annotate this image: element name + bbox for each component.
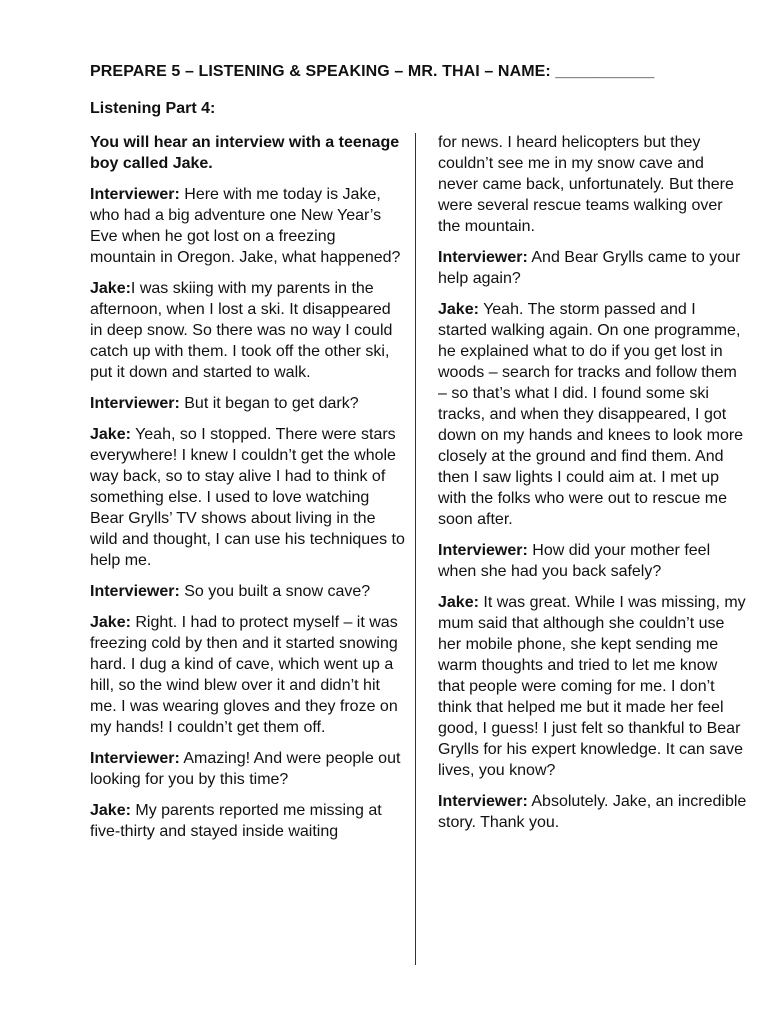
right-column: [438, 132, 748, 843]
speaker-label: Jake:: [90, 614, 131, 631]
speaker-label: Interviewer:: [438, 542, 528, 559]
dialogue-text: Right. I had to protect myself – it was freezing cold by then and it started snowing hard. I dug a kind of cave, which went up a hill, so the wind blew over it and didn’t hit me. I was wearing gloves and they froze on my hands! I couldn’t get them off.: [90, 614, 398, 736]
dialogue-text: Absolutely. Jake, an incredible story. Thank you.: [438, 793, 747, 831]
speaker-label: Jake:: [90, 802, 131, 819]
dialogue-text: I was skiing with my parents in the afternoon, when I lost a ski. It disappeared in deep snow. So there was no way I could catch up with them. I took off the other ski, put it down and started to walk.: [90, 280, 393, 381]
left-column: [90, 132, 405, 852]
dialogue-paragraph: [438, 540, 748, 582]
speaker-label: Jake:: [438, 301, 479, 318]
dialogue-paragraph: [438, 791, 748, 833]
dialogue-paragraph: [90, 278, 405, 383]
dialogue-paragraph: [90, 424, 405, 571]
dialogue-text: But it began to get dark?: [179, 395, 359, 412]
intro-paragraph: [90, 132, 405, 174]
dialogue-paragraph: [438, 299, 748, 530]
dialogue-paragraph: [90, 612, 405, 738]
dialogue-paragraph: [90, 184, 405, 268]
speaker-label: Interviewer:: [90, 395, 180, 412]
dialogue-paragraph: [90, 581, 405, 602]
dialogue-continuation: [438, 132, 748, 237]
speaker-label: Interviewer:: [90, 583, 180, 600]
dialogue-paragraph: [90, 800, 405, 842]
dialogue-paragraph: [438, 247, 748, 289]
dialogue-text: Yeah. The storm passed and I started walking again. On one programme, he explained what to do if you get lost in woods – search for tracks and follow them – so that’s what I did. I found some ski tracks, and when they disappeared, I got down on my hands and knees to look more closely at the ground and find them. And then I saw lights I could aim at. I met up with the folks who were out to rescue me soon after.: [438, 301, 744, 528]
dialogue-text: My parents reported me missing at five-thirty and stayed inside waiting: [90, 802, 382, 840]
dialogue-text: Amazing! And were people out looking for you by this time?: [90, 750, 401, 788]
dialogue-text: How did your mother feel when she had you back safely?: [438, 542, 711, 580]
section-heading: Listening Part 4:: [90, 100, 216, 117]
column-divider: [415, 133, 416, 965]
dialogue-text: So you built a snow cave?: [179, 583, 371, 600]
speaker-label: Interviewer:: [438, 249, 528, 266]
dialogue-text: It was great. While I was missing, my mum said that although she couldn’t use her mobile phone, she kept sending me warm thoughts and tried to let me know that people were coming for me. I don’t think that helped me but it made her feel good, I guess! I just felt so thankful to Bear Grylls for his expert knowledge. It can save lives, you know?: [438, 594, 746, 779]
dialogue-paragraph: [438, 592, 748, 781]
dialogue-paragraph: [90, 748, 405, 790]
speaker-label: Jake:: [90, 426, 131, 443]
speaker-label: Interviewer:: [90, 750, 180, 767]
dialogue-paragraph: [90, 393, 405, 414]
dialogue-text: Yeah, so I stopped. There were stars everywhere! I knew I couldn’t get the whole way back, so to stay alive I had to think of something else. I used to love watching Bear Grylls’ TV shows about living in the wild and thought, I can use his techniques to help me.: [90, 426, 405, 569]
dialogue-text: And Bear Grylls came to your help again?: [438, 249, 741, 287]
speaker-label: Jake:: [90, 280, 131, 297]
intro-text: You will hear an interview with a teenage boy called Jake.: [90, 134, 400, 172]
dialogue-text: for news. I heard helicopters but they couldn’t see me in my snow cave and never came back, unfortunately. But there were several rescue teams walking over the mountain.: [438, 134, 734, 235]
speaker-label: Interviewer:: [90, 186, 180, 203]
worksheet-title: PREPARE 5 – LISTENING & SPEAKING – MR. THAI – NAME: ___________: [90, 63, 655, 80]
speaker-label: Interviewer:: [438, 793, 528, 810]
dialogue-text: Here with me today is Jake, who had a big adventure one New Year’s Eve when he got lost on a freezing mountain in Oregon. Jake, what happened?: [90, 186, 401, 266]
speaker-label: Jake:: [438, 594, 479, 611]
